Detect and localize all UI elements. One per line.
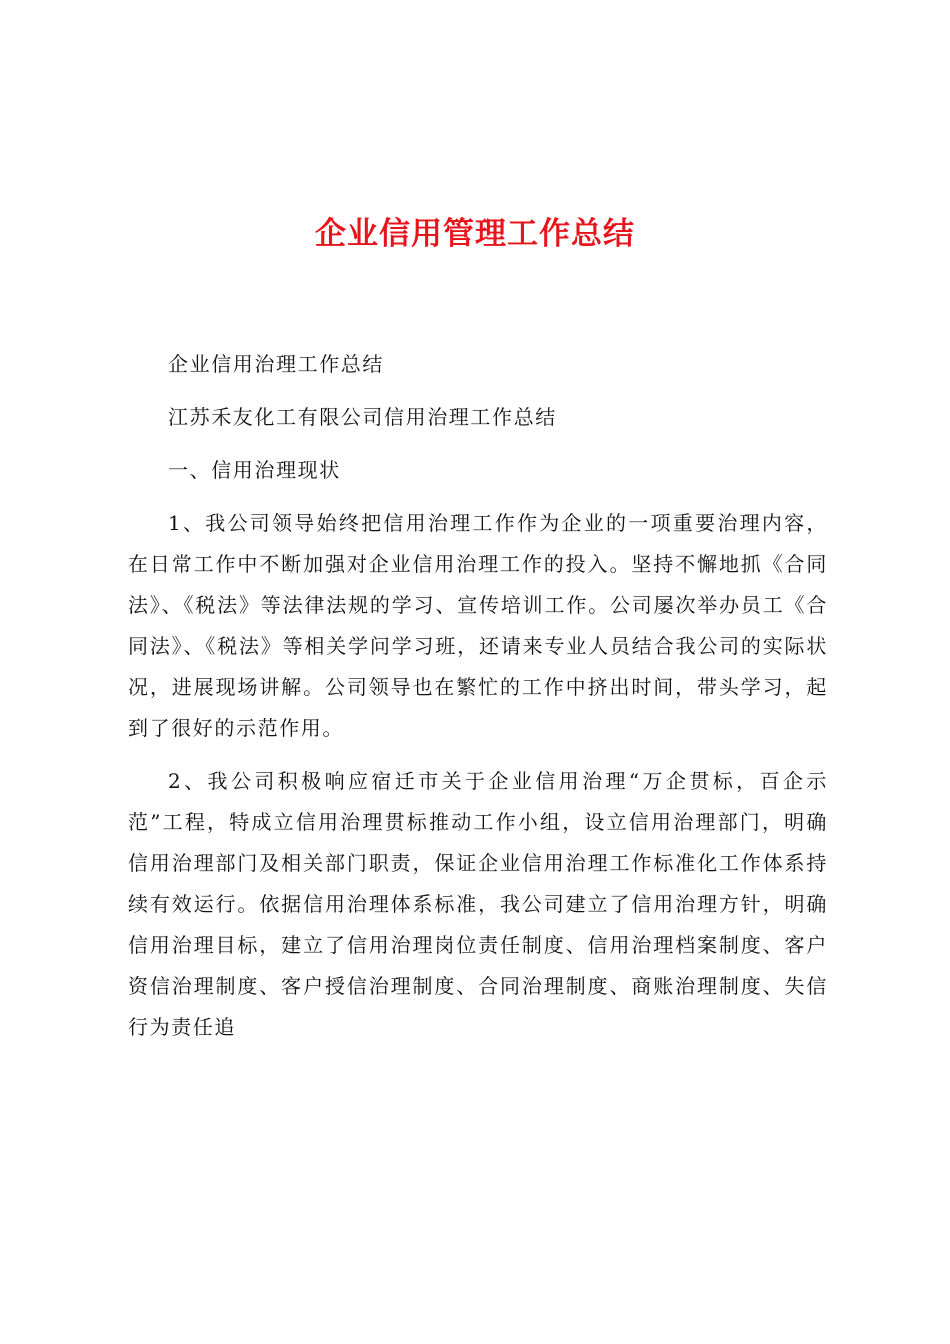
paragraph-subtitle: 企业信用治理工作总结 [168, 352, 384, 376]
paragraph-company-heading: 江苏禾友化工有限公司信用治理工作总结 [168, 405, 557, 429]
paragraph-item-1: 1、我公司领导始终把信用治理工作作为企业的一项重要治理内容，在日常工作中不断加强对企业信用治理工作的投入。坚持不懈地抓《合同法》、《税法》等法律法规的学习、宣传培训工作。公司屡次举办员工《合同法》、《税法》等相关学问学习班，还请来专业人员结合我公司的实际状况，进展现场讲解。公司领导也在繁忙的工作中挤出时间，带头学习，起到了很好的示范作用。 [128, 511, 828, 740]
document-body [128, 344, 828, 1060]
document-title: 企业信用管理工作总结 [315, 216, 635, 252]
paragraph-section-heading: 一、信用治理现状 [168, 458, 341, 482]
paragraph-item-2: 2、我公司积极响应宿迁市关于企业信用治理“万企贯标，百企示范”工程，特成立信用治理贯标推动工作小组，设立信用治理部门，明确信用治理部门及相关部门职责，保证企业信用治理工作标准化工作体系持续有效运行。依据信用治理体系标准，我公司建立了信用治理方针，明确信用治理目标，建立了信用治理岗位责任制度、信用治理档案制度、客户资信治理制度、客户授信治理制度、合同治理制度、商账治理制度、失信行为责任追 [128, 769, 828, 1039]
